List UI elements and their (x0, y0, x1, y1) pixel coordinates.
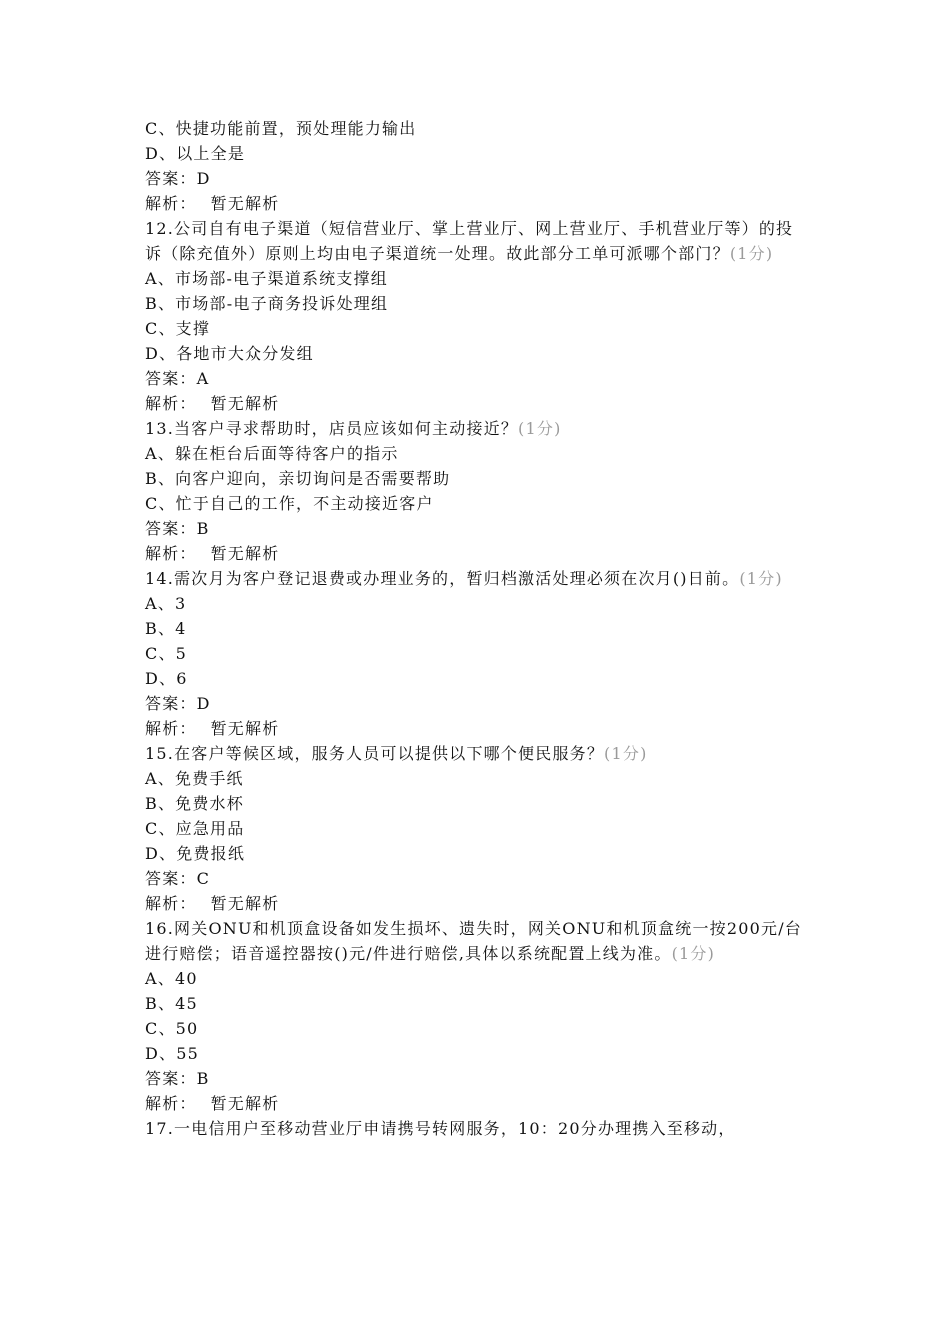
option-c: C、忙于自己的工作，不主动接近客户 (145, 494, 434, 513)
analysis (145, 391, 810, 416)
answer: 答案：D (145, 694, 211, 713)
question-score: (1分) (518, 419, 562, 438)
analysis (145, 716, 810, 741)
option-a: A、免费手纸 (145, 769, 244, 788)
question-12 (145, 216, 810, 416)
option-c: C、50 (145, 1019, 199, 1038)
option-c: C、支撑 (145, 319, 211, 338)
analysis-text: 暂无解析 (210, 1094, 280, 1113)
question-stem: 17.一电信用户至移动营业厅申请携号转网服务，10：20分办理携入至移动， (145, 1119, 736, 1138)
document-page (145, 116, 810, 1141)
question-text: 15.在客户等候区域，服务人员可以提供以下哪个便民服务？ (145, 744, 605, 763)
question-stem (145, 416, 810, 441)
question-text: 12.公司自有电子渠道（短信营业厅、掌上营业厅、网上营业厅、手机营业厅等）的投诉（除充值外）原则上均由电子渠道统一处理。故此部分工单可派哪个部门？ (145, 219, 794, 263)
analysis (145, 1091, 810, 1116)
analysis-label: 解析： (145, 194, 197, 213)
question-16 (145, 916, 810, 1116)
question-stem (145, 216, 810, 266)
option-a: A、躲在柜台后面等待客户的指示 (145, 444, 399, 463)
question-score: (1分) (729, 244, 774, 263)
option-d: D、各地市大众分发组 (145, 344, 314, 363)
option-b: B、4 (145, 619, 187, 638)
option-d: D、免费报纸 (145, 844, 246, 863)
analysis-label: 解析： (145, 719, 197, 738)
answer: 答案：A (145, 369, 210, 388)
option-a: A、40 (145, 969, 198, 988)
analysis-text: 暂无解析 (210, 894, 280, 913)
analysis-label: 解析： (145, 394, 197, 413)
answer: 答案：B (145, 1069, 210, 1088)
question-17-head (145, 1116, 810, 1141)
option-b: B、45 (145, 994, 198, 1013)
answer: 答案：B (145, 519, 210, 538)
analysis-label: 解析： (145, 544, 197, 563)
question-score: (1分) (739, 569, 783, 588)
analysis-label: 解析： (145, 1094, 197, 1113)
option-d: D、以上全是 (145, 144, 246, 163)
question-text: 16.网关ONU和机顶盒设备如发生损坏、遗失时，网关ONU和机顶盒统一按200元/台进行赔偿；语音遥控器按()元/件进行赔偿,具体以系统配置上线为准。 (145, 919, 802, 963)
question-text: 13.当客户寻求帮助时，店员应该如何主动接近？ (145, 419, 519, 438)
option-d: D、6 (145, 669, 188, 688)
question-11-tail (145, 116, 810, 216)
question-score: (1分) (671, 944, 716, 963)
option-d: D、55 (145, 1044, 199, 1063)
question-text: 14.需次月为客户登记退费或办理业务的，暂归档激活处理必须在次月()日前。 (145, 569, 740, 588)
question-stem (145, 741, 810, 766)
analysis-text: 暂无解析 (210, 194, 280, 213)
analysis (145, 541, 810, 566)
option-c: C、快捷功能前置，预处理能力输出 (145, 119, 417, 138)
question-15 (145, 741, 810, 916)
question-stem (145, 566, 810, 591)
question-stem (145, 916, 810, 966)
option-a: A、市场部-电子渠道系统支撑组 (145, 269, 388, 288)
option-c: C、5 (145, 644, 188, 663)
option-b: B、免费水杯 (145, 794, 244, 813)
question-score: (1分) (604, 744, 648, 763)
option-b: B、市场部-电子商务投诉处理组 (145, 294, 389, 313)
analysis-text: 暂无解析 (210, 544, 280, 563)
analysis-text: 暂无解析 (210, 394, 280, 413)
analysis (145, 891, 810, 916)
option-c: C、应急用品 (145, 819, 245, 838)
answer: 答案：D (145, 169, 211, 188)
analysis-text: 暂无解析 (210, 719, 280, 738)
analysis-label: 解析： (145, 894, 197, 913)
question-13 (145, 416, 810, 566)
option-a: A、3 (145, 594, 187, 613)
answer: 答案：C (145, 869, 211, 888)
question-14 (145, 566, 810, 741)
analysis (145, 191, 810, 216)
option-b: B、向客户迎向，亲切询问是否需要帮助 (145, 469, 451, 488)
